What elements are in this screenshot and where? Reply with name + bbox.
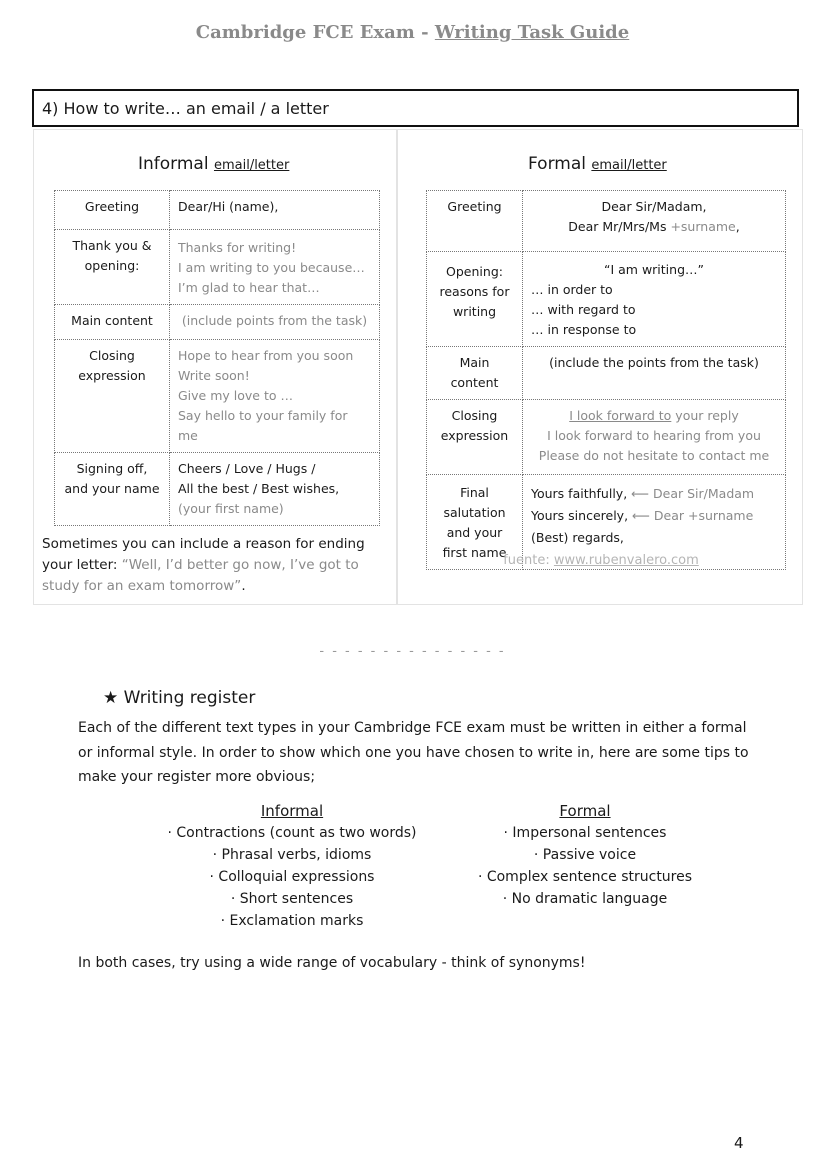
list-item: · Colloquial expressions	[209, 869, 375, 885]
row-label: Main content	[71, 313, 153, 328]
page-header	[0, 22, 825, 43]
row-label: Thank you & opening:	[72, 238, 152, 273]
row-line: Write soon!	[178, 368, 250, 383]
list-item: · No dramatic language	[502, 891, 668, 907]
header-link[interactable]: Writing Task Guide	[434, 22, 630, 43]
table-row	[55, 191, 380, 230]
row-line: I’m glad to hear that…	[178, 280, 320, 295]
informal-title-small: email/letter	[213, 158, 290, 173]
row-line-gray: (your first name)	[178, 501, 284, 516]
source-credit	[398, 553, 804, 568]
row-line-end: ,	[735, 219, 740, 234]
list-item: · Impersonal sentences	[503, 825, 667, 841]
row-label: Closing expression	[440, 408, 509, 443]
row-line: (include the points from the task)	[549, 355, 759, 370]
formal-title-small: email/letter	[591, 158, 667, 173]
table-row	[427, 252, 786, 347]
row-label: Signing off, and your name	[64, 461, 160, 496]
source-link[interactable]: www.rubenvalero.com	[553, 553, 699, 568]
row-line: Dear Sir/Madam,	[601, 199, 707, 214]
row-line: Dear Mr/Mrs/Ms	[568, 219, 671, 234]
section-title-box: 4) How to write… an email / a letter	[32, 89, 799, 127]
register-paragraph: Each of the different text types in your Cambridge FCE exam must be written in either a formal or informal style. In order to show which one you have chosen to write in, here are some tips to make your register more obvious;	[78, 720, 749, 785]
section-divider: - - - - - - - - - - - - - - -	[319, 644, 506, 659]
table-row	[427, 191, 786, 252]
row-label: Greeting	[84, 199, 140, 214]
row-line-gray: +surname	[670, 219, 736, 234]
row-label: Greeting	[447, 199, 502, 214]
row-line: I am writing to you because…	[178, 260, 365, 275]
row-line: All the best / Best wishes,	[178, 481, 340, 496]
informal-panel	[33, 129, 397, 605]
row-line: … with regard to	[531, 302, 636, 317]
list-item: · Contractions (count as two words)	[167, 825, 417, 841]
row-line: Yours sincerely,	[531, 508, 633, 523]
table-row	[55, 305, 380, 340]
formal-title	[528, 154, 667, 174]
formal-table	[426, 190, 786, 570]
row-line: Yours faithfully,	[531, 486, 632, 501]
row-line: Thanks for writing!	[178, 240, 297, 255]
table-row	[427, 400, 786, 475]
informal-tips-heading: Informal	[260, 802, 324, 820]
formal-title-main: Formal	[528, 154, 592, 174]
row-line: Cheers / Love / Hugs /	[178, 461, 316, 476]
table-row	[427, 347, 786, 400]
list-item: · Phrasal verbs, idioms	[212, 847, 372, 863]
list-item: · Exclamation marks	[220, 913, 364, 929]
row-line: … in order to	[531, 282, 613, 297]
note-text: Sometimes you can include a reason for ending your letter:	[42, 536, 365, 573]
informal-note	[42, 534, 392, 597]
list-item: · Short sentences	[230, 891, 354, 907]
row-line: your reply	[671, 408, 739, 423]
register-title: ★ Writing register	[103, 688, 256, 708]
row-line-underlined: I look forward to	[569, 408, 672, 423]
list-item: · Passive voice	[533, 847, 637, 863]
informal-table	[54, 190, 380, 526]
row-line: (include points from the task)	[181, 313, 368, 328]
formal-tips-heading: Formal	[559, 802, 611, 820]
source-label: fuente:	[503, 553, 554, 568]
row-line: (Best) regards,	[531, 530, 624, 545]
row-line-gray: ⟵ Dear Sir/Madam	[631, 486, 755, 501]
formal-tips-column	[465, 800, 705, 910]
table-row	[55, 453, 380, 526]
register-footer: In both cases, try using a wide range of vocabulary - think of synonyms!	[78, 955, 586, 971]
row-line: Dear/Hi (name),	[178, 199, 279, 214]
formal-panel	[397, 129, 803, 605]
note-end: .	[241, 578, 246, 594]
row-label: Opening: reasons for writing	[439, 264, 510, 319]
row-line: Please do not hesitate to contact me	[538, 448, 770, 463]
row-label: Main content	[450, 355, 499, 390]
row-line: Give my love to …	[178, 388, 293, 403]
header-prefix: Cambridge FCE Exam -	[195, 22, 435, 43]
list-item: · Complex sentence structures	[477, 869, 693, 885]
row-line: Hope to hear from you soon	[178, 348, 354, 363]
page-number: 4	[734, 1134, 744, 1152]
table-row	[55, 340, 380, 453]
row-line: I look forward to hearing from you	[547, 428, 761, 443]
row-label: Final salutation and your first name	[442, 485, 507, 560]
note-example: “Well, I’d better go now, I’ve got to study for an exam tomorrow”	[42, 557, 359, 594]
row-line: … in response to	[531, 322, 637, 337]
row-line-gray: ⟵ Dear +surname	[632, 508, 754, 523]
informal-tips-column	[162, 800, 422, 932]
table-row	[55, 230, 380, 305]
row-line: “I am writing…”	[604, 262, 704, 277]
informal-title-main: Informal	[138, 154, 214, 174]
informal-title	[138, 154, 289, 174]
row-label: Closing expression	[78, 348, 146, 383]
row-line: Say hello to your family for me	[178, 408, 348, 443]
